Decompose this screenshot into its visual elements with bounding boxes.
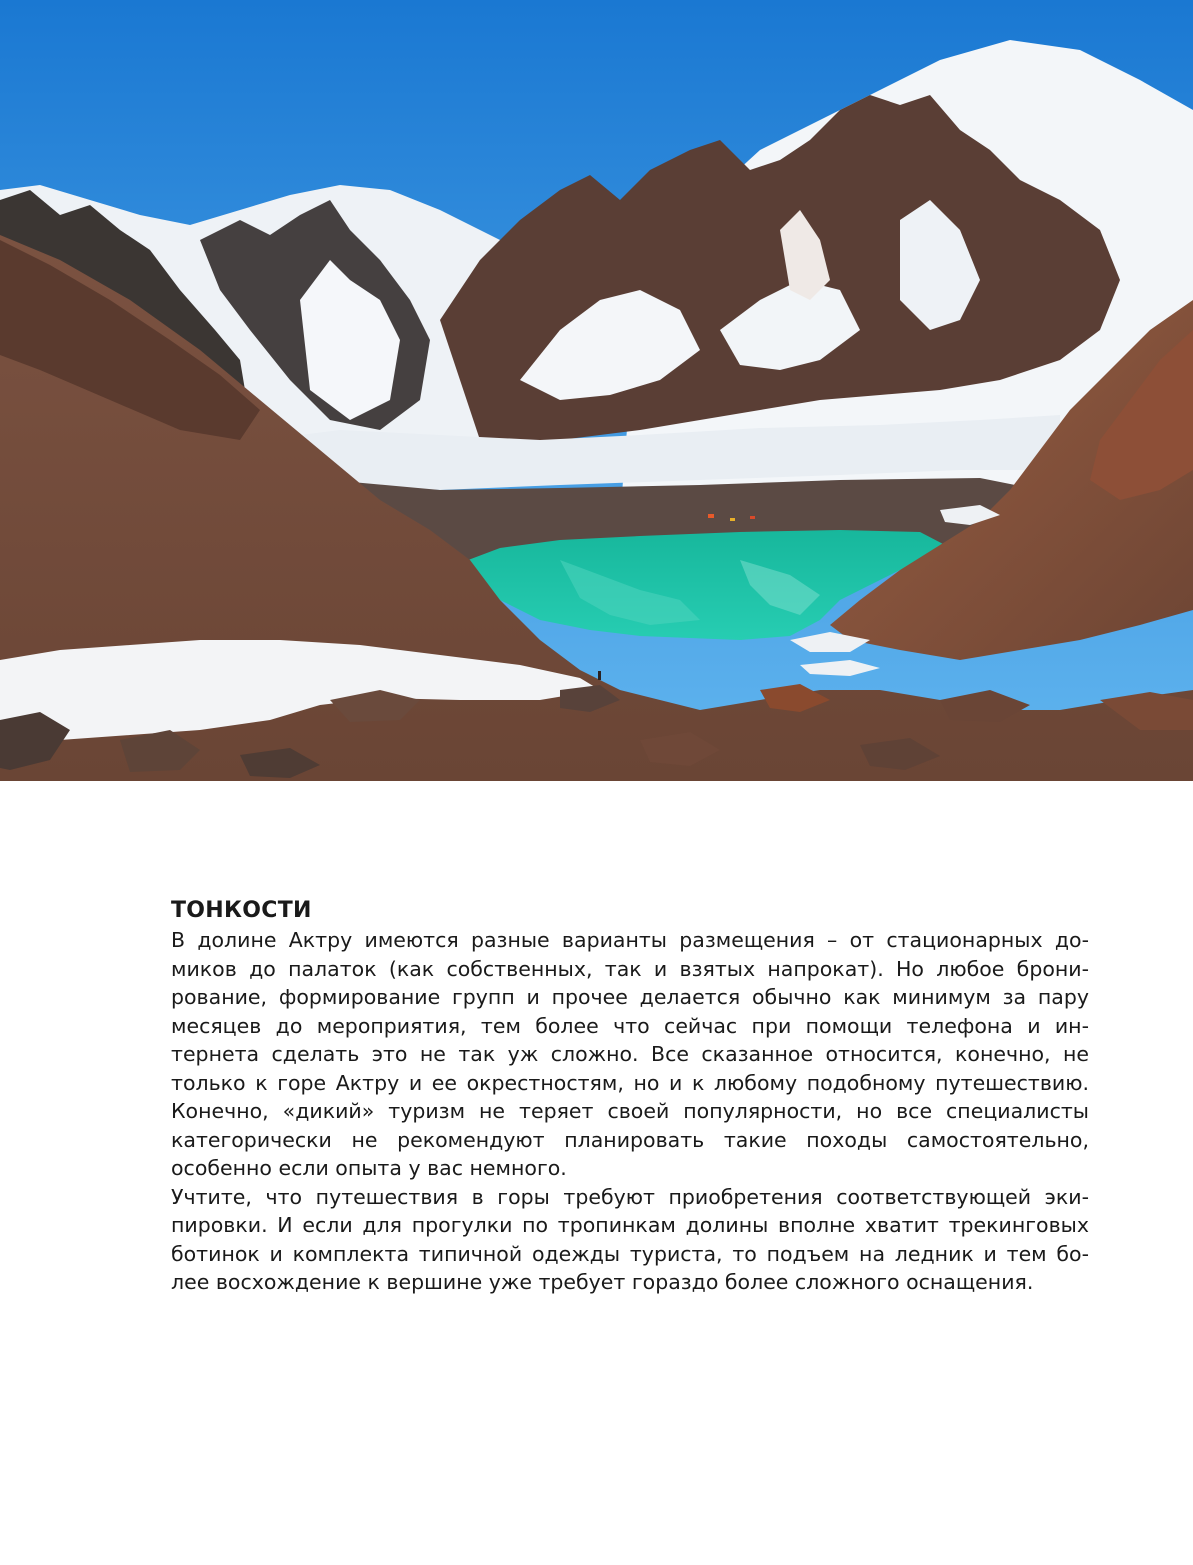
paragraph-2 bbox=[171, 1183, 1089, 1297]
text-line: рование, формирование групп и прочее делается обычно как минимум за пару bbox=[171, 985, 1089, 1009]
text-line: тернета сделать это не так уж сложно. Все сказанное относится, конечно, не bbox=[171, 1042, 1089, 1066]
section-title: ТОНКОСТИ bbox=[171, 898, 312, 923]
mountain-lake-photo bbox=[0, 0, 1193, 781]
article-text bbox=[171, 896, 1089, 1297]
text-line: В долине Актру имеются разные варианты размещения – от стационарных до- bbox=[171, 928, 1089, 952]
text-line: особенно если опыта у вас немного. bbox=[171, 1156, 567, 1180]
text-line: лее восхождение к вершине уже требует гораздо более сложного оснащения. bbox=[171, 1270, 1034, 1294]
text-line: Конечно, «дикий» туризм не теряет своей популярности, но все специалисты bbox=[171, 1099, 1089, 1123]
text-line: категорически не рекомендуют планировать такие походы самостоятельно, bbox=[171, 1127, 1089, 1152]
text-line: Учтите, что путешествия в горы требуют приобретения соответствующей эки- bbox=[171, 1184, 1089, 1209]
text-line: миков до палаток (как собственных, так и взятых напрокат). Но любое брони- bbox=[171, 956, 1089, 981]
paragraph-1 bbox=[171, 926, 1089, 1183]
text-line: пировки. И если для прогулки по тропинкам долины вполне хватит трекинговых bbox=[171, 1213, 1089, 1237]
text-line: ботинок и комплекта типичной одежды туриста, то подъем на ледник и тем бо- bbox=[171, 1241, 1089, 1266]
text-line: только к горе Актру и ее окрестностям, но и к любому подобному путешествию. bbox=[171, 1070, 1089, 1095]
text-line: месяцев до мероприятия, тем более что сейчас при помощи телефона и ин- bbox=[171, 1013, 1089, 1038]
